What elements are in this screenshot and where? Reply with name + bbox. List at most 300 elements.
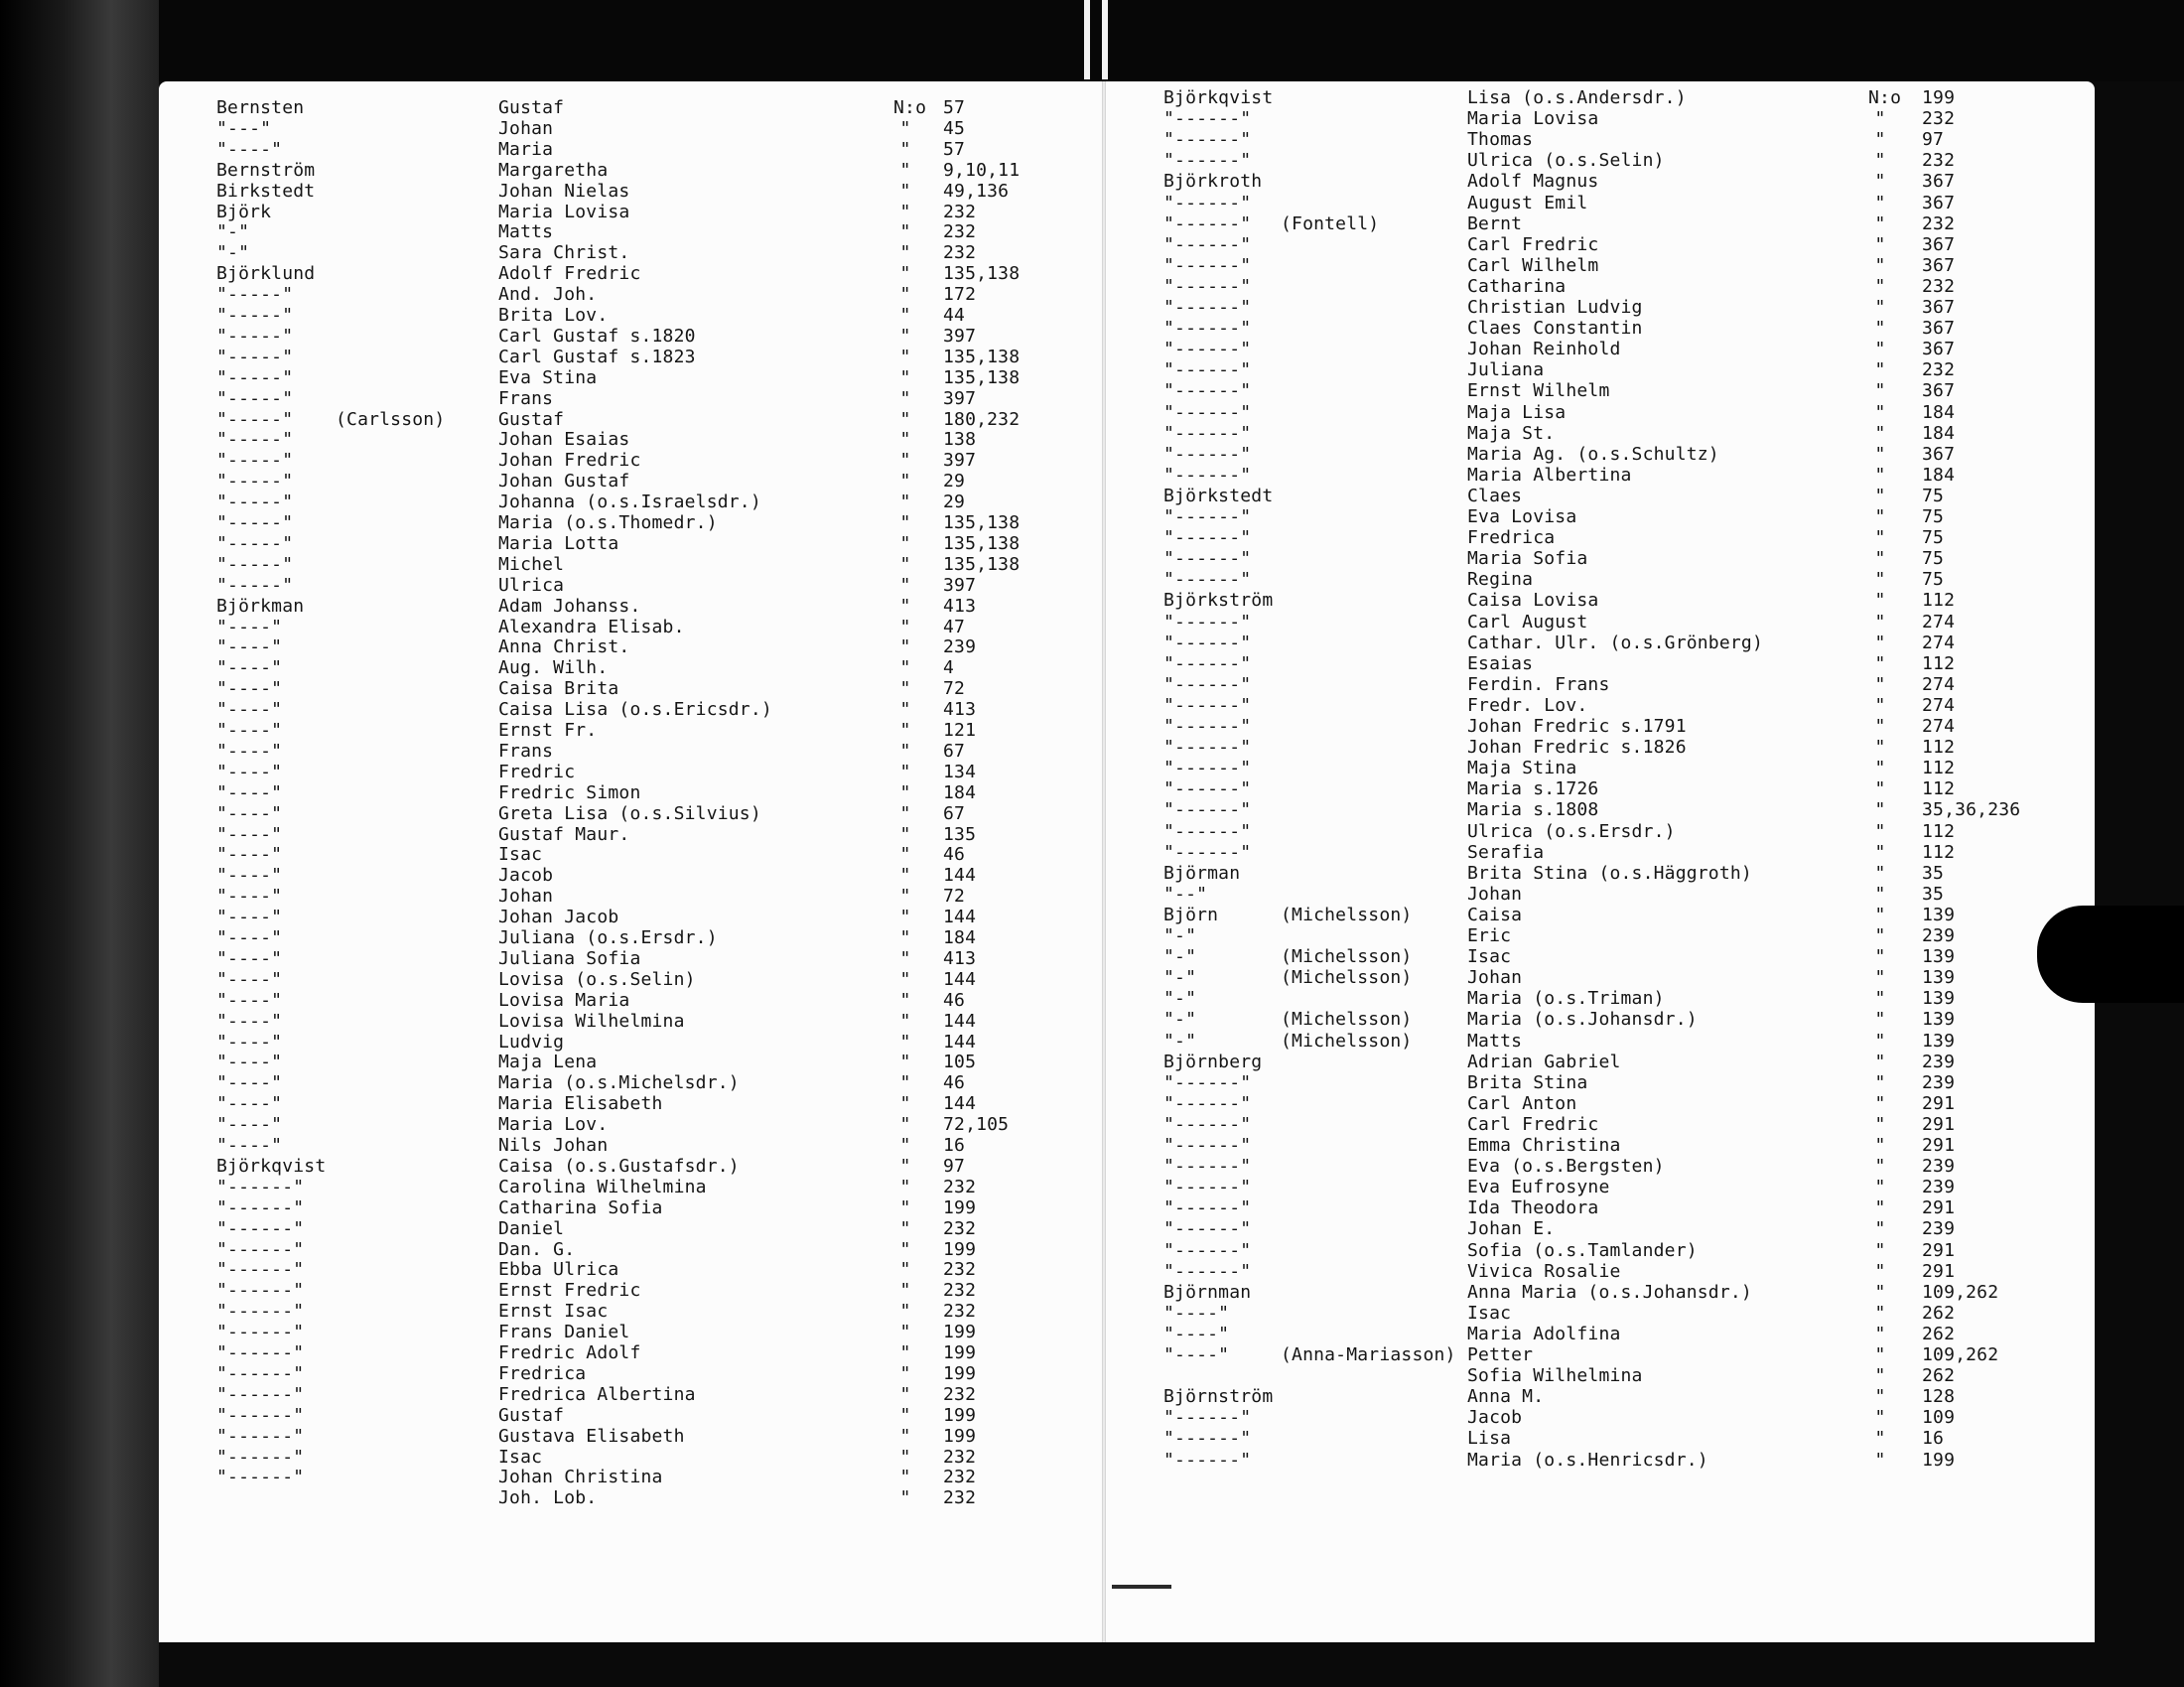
entry-ditto-mark: " bbox=[1874, 380, 1886, 402]
entry-ditto-mark: " bbox=[1874, 464, 1886, 486]
entry-given-name: Vivica Rosalie bbox=[1467, 1260, 1621, 1282]
entry-surname: "------" bbox=[1163, 778, 1252, 800]
entry-surname: "------" bbox=[1163, 422, 1252, 444]
entry-surname: "------" bbox=[216, 1196, 305, 1218]
entry-ditto-mark: " bbox=[899, 284, 911, 306]
index-entry bbox=[1104, 1031, 2095, 1052]
entry-given-name: Fredrica bbox=[498, 1362, 587, 1384]
index-entry bbox=[159, 886, 1104, 907]
index-entry bbox=[159, 367, 1104, 388]
entry-ditto-mark: " bbox=[899, 1404, 911, 1426]
entry-given-name: Brita Stina (o.s.Häggroth) bbox=[1467, 862, 1752, 884]
entry-surname: "----" bbox=[216, 616, 283, 637]
entry-page-numbers: 135,138 bbox=[943, 346, 1021, 367]
entry-page-numbers: 139 bbox=[1922, 904, 1956, 925]
entry-ditto-mark: " bbox=[899, 346, 911, 367]
right-page-index bbox=[1104, 81, 2095, 1642]
entry-given-name: Petter bbox=[1467, 1344, 1534, 1365]
entry-ditto-mark: " bbox=[1874, 401, 1886, 423]
entry-surname: "----" bbox=[216, 740, 283, 762]
entry-surname: "------" bbox=[216, 1404, 305, 1426]
entry-ditto-mark: " bbox=[899, 201, 911, 222]
entry-ditto-mark: " bbox=[1874, 212, 1886, 234]
entry-given-name: Serafia bbox=[1467, 841, 1545, 863]
entry-surname: "------" bbox=[1163, 1407, 1252, 1429]
entry-surname: "------" bbox=[1163, 841, 1252, 863]
entry-surname: "----" bbox=[216, 1093, 283, 1115]
entry-page-numbers: 232 bbox=[943, 1487, 977, 1509]
index-entry bbox=[159, 948, 1104, 969]
entry-ditto-mark: " bbox=[1874, 254, 1886, 276]
entry-patronymic-note: (Michelsson) bbox=[1281, 904, 1413, 925]
entry-surname: Björkstedt bbox=[1163, 485, 1274, 506]
index-entry bbox=[159, 657, 1104, 678]
entry-ditto-mark: " bbox=[899, 1342, 911, 1363]
entry-given-name: Jacob bbox=[498, 865, 554, 887]
entry-page-numbers: 135,138 bbox=[943, 263, 1021, 285]
index-entry bbox=[159, 1197, 1104, 1218]
entry-given-name: Johan Nielas bbox=[498, 180, 630, 202]
entry-surname: "------" bbox=[1163, 716, 1252, 737]
index-entry bbox=[159, 969, 1104, 990]
entry-surname: "--" bbox=[1163, 883, 1208, 905]
entry-ditto-mark: " bbox=[899, 305, 911, 326]
entry-ditto-mark: " bbox=[1874, 527, 1886, 549]
entry-page-numbers: 44 bbox=[943, 305, 966, 326]
entry-given-name: Matts bbox=[1467, 1030, 1523, 1052]
entry-page-numbers: 397 bbox=[943, 325, 977, 347]
index-entry bbox=[1104, 737, 2095, 758]
entry-surname: "------" bbox=[1163, 527, 1252, 549]
entry-given-name: Adrian Gabriel bbox=[1467, 1051, 1621, 1072]
entry-given-name: Maja Lisa bbox=[1467, 401, 1567, 423]
index-entry bbox=[1104, 778, 2095, 799]
entry-ditto-mark: " bbox=[899, 1196, 911, 1218]
entry-surname: "----" bbox=[216, 989, 283, 1011]
entry-ditto-mark: " bbox=[899, 844, 911, 866]
index-entry bbox=[159, 990, 1104, 1011]
entry-ditto-mark: " bbox=[1874, 652, 1886, 674]
entry-page-numbers: 199 bbox=[943, 1322, 977, 1343]
entry-ditto-mark: " bbox=[899, 1259, 911, 1281]
entry-surname: "------" bbox=[216, 1342, 305, 1363]
entry-given-name: Johan bbox=[1467, 883, 1523, 905]
entry-surname: "-----" bbox=[216, 325, 294, 347]
entry-ditto-mark: " bbox=[1874, 318, 1886, 340]
entry-given-name: Gustaf Maur. bbox=[498, 823, 630, 845]
entry-ditto-mark: " bbox=[1874, 1449, 1886, 1471]
entry-given-name: Ferdin. Frans bbox=[1467, 673, 1610, 695]
entry-given-name: Fredric Adolf bbox=[498, 1342, 641, 1363]
entry-given-name: Claes bbox=[1467, 485, 1523, 506]
entry-given-name: Caisa (o.s.Gustafsdr.) bbox=[498, 1155, 740, 1177]
entry-given-name: Anna Christ. bbox=[498, 636, 630, 658]
entry-given-name: Maria Lovisa bbox=[498, 201, 630, 222]
index-entry bbox=[1104, 863, 2095, 884]
entry-surname: "------" bbox=[216, 1322, 305, 1343]
entry-given-name: Carl Gustaf s.1823 bbox=[498, 346, 696, 367]
index-entry bbox=[159, 202, 1104, 222]
entry-given-name: Christian Ludvig bbox=[1467, 297, 1643, 318]
entry-ditto-mark: " bbox=[899, 781, 911, 803]
entry-page-numbers: 135 bbox=[943, 823, 977, 845]
entry-ditto-mark: " bbox=[899, 947, 911, 969]
entry-surname: "----" bbox=[216, 844, 283, 866]
index-entry bbox=[159, 221, 1104, 242]
entry-ditto-mark: " bbox=[899, 657, 911, 679]
entry-given-name: Matts bbox=[498, 221, 554, 243]
index-entry bbox=[1104, 1303, 2095, 1324]
scan-border-top bbox=[0, 0, 2184, 81]
entry-given-name: Maria Adolfina bbox=[1467, 1323, 1621, 1344]
entry-ditto-mark: " bbox=[899, 823, 911, 845]
entry-page-numbers: 45 bbox=[943, 117, 966, 139]
entry-ditto-mark: " bbox=[899, 678, 911, 700]
entry-page-numbers: 367 bbox=[1922, 297, 1956, 318]
entry-surname: "------" bbox=[1163, 611, 1252, 633]
left-page bbox=[159, 81, 1104, 1642]
entry-given-name: Fredrica bbox=[1467, 527, 1556, 549]
index-entry bbox=[1104, 1156, 2095, 1177]
entry-surname: Björklund bbox=[216, 263, 316, 285]
entry-given-name: Ebba Ulrica bbox=[498, 1259, 619, 1281]
entry-ditto-mark: " bbox=[1874, 422, 1886, 444]
entry-page-numbers: 199 bbox=[943, 1238, 977, 1260]
entry-page-numbers: 397 bbox=[943, 387, 977, 409]
entry-page-numbers: 121 bbox=[943, 720, 977, 741]
index-entry bbox=[159, 409, 1104, 430]
entry-ditto-mark: " bbox=[899, 720, 911, 741]
entry-surname: Björk bbox=[216, 201, 272, 222]
entry-ditto-mark: " bbox=[899, 886, 911, 908]
entry-surname: Björkqvist bbox=[1163, 87, 1274, 108]
index-entry bbox=[159, 263, 1104, 284]
entry-ditto-mark: " bbox=[899, 1467, 911, 1488]
index-entry bbox=[159, 429, 1104, 450]
index-entry bbox=[1104, 1407, 2095, 1428]
index-entry bbox=[1104, 569, 2095, 590]
entry-surname: "-----" bbox=[216, 408, 294, 430]
entry-given-name: Maria (o.s.Henricsdr.) bbox=[1467, 1449, 1708, 1471]
index-entry bbox=[159, 554, 1104, 575]
entry-given-name: Catharina Sofia bbox=[498, 1196, 663, 1218]
entry-patronymic-note: (Michelsson) bbox=[1281, 1009, 1413, 1031]
entry-page-numbers: 29 bbox=[943, 471, 966, 492]
entry-surname: "----" bbox=[216, 678, 283, 700]
entry-surname: "------" bbox=[1163, 401, 1252, 423]
spine-line-right bbox=[1102, 0, 1108, 79]
index-entry bbox=[1104, 359, 2095, 380]
entry-ditto-mark: " bbox=[899, 1280, 911, 1302]
entry-surname: Björnman bbox=[1163, 1281, 1252, 1303]
index-entry bbox=[1104, 653, 2095, 674]
index-entry bbox=[1104, 1386, 2095, 1407]
entry-surname: "----" bbox=[216, 138, 283, 160]
entry-surname: "----" bbox=[216, 636, 283, 658]
entry-patronymic-note: (Michelsson) bbox=[1281, 967, 1413, 989]
entry-surname: "------" bbox=[216, 1217, 305, 1239]
entry-given-name: Maria Ag. (o.s.Schultz) bbox=[1467, 443, 1719, 465]
index-entry bbox=[1104, 297, 2095, 318]
index-entry bbox=[1104, 129, 2095, 150]
entry-given-name: Isac bbox=[1467, 1302, 1512, 1324]
entry-ditto-mark: " bbox=[899, 616, 911, 637]
entry-ditto-mark: " bbox=[899, 1052, 911, 1073]
entry-page-numbers: 144 bbox=[943, 968, 977, 990]
entry-ditto-mark: " bbox=[899, 1135, 911, 1156]
entry-given-name: Anna M. bbox=[1467, 1386, 1545, 1408]
entry-ditto-mark: " bbox=[1874, 862, 1886, 884]
index-entry bbox=[159, 388, 1104, 409]
entry-page-numbers: 199 bbox=[1922, 1449, 1956, 1471]
index-entry bbox=[159, 927, 1104, 948]
entry-surname: Bernsten bbox=[216, 97, 305, 118]
entry-given-name: Frans bbox=[498, 387, 554, 409]
entry-surname: "----" bbox=[216, 1031, 283, 1053]
entry-surname: "-----" bbox=[216, 429, 294, 451]
binder-clip bbox=[2037, 906, 2184, 1003]
entry-page-numbers: 232 bbox=[943, 1176, 977, 1197]
entry-page-numbers: 97 bbox=[943, 1155, 966, 1177]
index-entry bbox=[159, 762, 1104, 782]
entry-surname: "------" bbox=[1163, 359, 1252, 381]
index-entry bbox=[159, 284, 1104, 305]
index-entry bbox=[1104, 1052, 2095, 1072]
entry-surname: "----" bbox=[216, 1114, 283, 1136]
entry-ditto-mark: " bbox=[1874, 150, 1886, 172]
spine-line-left bbox=[1084, 0, 1090, 79]
entry-page-numbers: 239 bbox=[1922, 1156, 1956, 1178]
index-entry bbox=[159, 699, 1104, 720]
entry-ditto-mark: " bbox=[1874, 1323, 1886, 1344]
entry-surname: "------" bbox=[1163, 569, 1252, 591]
entry-given-name: Johan Gustaf bbox=[498, 471, 630, 492]
entry-page-numbers: 139 bbox=[1922, 946, 1956, 968]
index-entry bbox=[1104, 925, 2095, 946]
entry-surname: "----" bbox=[1163, 1302, 1230, 1324]
entry-surname: "-----" bbox=[216, 471, 294, 492]
entry-given-name: Ernst Isac bbox=[498, 1301, 609, 1323]
entry-page-numbers: 232 bbox=[943, 1301, 977, 1323]
entry-given-name: Maja St. bbox=[1467, 422, 1556, 444]
entry-given-name: Eric bbox=[1467, 925, 1512, 946]
entry-ditto-mark: " bbox=[899, 865, 911, 887]
entry-surname: "----" bbox=[216, 927, 283, 948]
right-page bbox=[1104, 81, 2095, 1642]
entry-page-numbers: 16 bbox=[1922, 1428, 1945, 1450]
entry-surname: "------" bbox=[1163, 339, 1252, 360]
entry-surname: "------" bbox=[216, 1176, 305, 1197]
entry-given-name: Adolf Fredric bbox=[498, 263, 641, 285]
index-entry bbox=[1104, 905, 2095, 925]
index-entry bbox=[1104, 402, 2095, 423]
entry-page-numbers: 397 bbox=[943, 450, 977, 472]
entry-surname: "----" bbox=[216, 968, 283, 990]
entry-surname: "----" bbox=[216, 907, 283, 928]
entry-surname: "------" bbox=[1163, 694, 1252, 716]
entry-given-name: Lovisa Maria bbox=[498, 989, 630, 1011]
entry-given-name: Johan bbox=[1467, 967, 1523, 989]
entry-page-numbers: 72 bbox=[943, 678, 966, 700]
entry-given-name: Brita Stina bbox=[1467, 1071, 1588, 1093]
entry-page-numbers: 262 bbox=[1922, 1323, 1956, 1344]
entry-surname: "------" bbox=[1163, 820, 1252, 842]
entry-ditto-mark: " bbox=[1874, 799, 1886, 821]
entry-ditto-mark: " bbox=[899, 907, 911, 928]
index-entry bbox=[1104, 842, 2095, 863]
index-entry bbox=[159, 1156, 1104, 1177]
entry-given-name: Maria Albertina bbox=[1467, 464, 1632, 486]
entry-surname: "------" bbox=[1163, 108, 1252, 130]
entry-given-name: Carl Anton bbox=[1467, 1092, 1577, 1114]
entry-page-numbers: 262 bbox=[1922, 1302, 1956, 1324]
entry-surname: "------" bbox=[1163, 443, 1252, 465]
entry-surname: Björnberg bbox=[1163, 1051, 1263, 1072]
entry-page-numbers: 232 bbox=[943, 1467, 977, 1488]
entry-given-name: Catharina bbox=[1467, 275, 1567, 297]
entry-page-numbers: 112 bbox=[1922, 820, 1956, 842]
index-entry bbox=[1104, 1365, 2095, 1386]
entry-given-name: Maria Sofia bbox=[1467, 548, 1588, 570]
entry-ditto-mark: " bbox=[1874, 611, 1886, 633]
entry-surname: "------" bbox=[1163, 1113, 1252, 1135]
entry-surname: "----" bbox=[216, 781, 283, 803]
entry-given-name: Joh. Lob. bbox=[498, 1487, 598, 1509]
entry-ditto-mark: " bbox=[899, 1176, 911, 1197]
index-entry bbox=[1104, 1072, 2095, 1093]
entry-given-name: Bernt bbox=[1467, 212, 1523, 234]
entry-surname: "------" bbox=[216, 1280, 305, 1302]
entry-page-numbers: 112 bbox=[1922, 737, 1956, 759]
entry-ditto-mark: " bbox=[899, 595, 911, 617]
index-entry bbox=[1104, 150, 2095, 171]
index-entry bbox=[159, 865, 1104, 886]
entry-surname: "------" bbox=[1163, 632, 1252, 653]
entry-page-numbers: 139 bbox=[1922, 1030, 1956, 1052]
entry-ditto-mark: " bbox=[899, 1446, 911, 1468]
index-entry bbox=[159, 347, 1104, 367]
entry-page-numbers: 232 bbox=[943, 1280, 977, 1302]
entry-ditto-mark: " bbox=[1874, 988, 1886, 1010]
entry-given-name: Jacob bbox=[1467, 1407, 1523, 1429]
entry-given-name: Johan Esaias bbox=[498, 429, 630, 451]
entry-surname: "-" bbox=[1163, 1009, 1197, 1031]
entry-given-name: Gustaf bbox=[498, 408, 565, 430]
entry-ditto-mark: " bbox=[1874, 1071, 1886, 1093]
index-entry bbox=[159, 1342, 1104, 1363]
entry-given-name: Sara Christ. bbox=[498, 242, 630, 264]
entry-ditto-mark: " bbox=[1874, 548, 1886, 570]
entry-given-name: Lovisa Wilhelmina bbox=[498, 1010, 685, 1032]
entry-surname: "-----" bbox=[216, 574, 294, 596]
entry-ditto-mark: " bbox=[899, 1155, 911, 1177]
entry-ditto-mark: " bbox=[1874, 1281, 1886, 1303]
entry-page-numbers: 46 bbox=[943, 1072, 966, 1094]
entry-page-numbers: 239 bbox=[943, 636, 977, 658]
entry-ditto-mark: " bbox=[899, 180, 911, 202]
entry-page-numbers: 232 bbox=[1922, 275, 1956, 297]
entry-ditto-mark: " bbox=[1874, 1407, 1886, 1429]
entry-given-name: Eva Eufrosyne bbox=[1467, 1177, 1610, 1198]
page-mark bbox=[1112, 1585, 1171, 1589]
entry-surname: "----" bbox=[216, 761, 283, 782]
entry-given-name: Isac bbox=[498, 844, 543, 866]
entry-ditto-mark: " bbox=[1874, 1197, 1886, 1219]
index-entry bbox=[159, 1405, 1104, 1426]
entry-given-name: Johan Fredric s.1791 bbox=[1467, 716, 1687, 737]
index-entry bbox=[1104, 590, 2095, 611]
entry-page-numbers: 35,36,236 bbox=[1922, 799, 2021, 821]
index-entry bbox=[159, 1239, 1104, 1260]
index-entry bbox=[1104, 87, 2095, 108]
entry-surname: "----" bbox=[1163, 1344, 1230, 1365]
entry-surname: "------" bbox=[1163, 1449, 1252, 1471]
entry-surname: "-" bbox=[216, 242, 250, 264]
entry-surname: "-" bbox=[216, 221, 250, 243]
entry-surname: "-----" bbox=[216, 450, 294, 472]
entry-patronymic-note: (Michelsson) bbox=[1281, 1030, 1413, 1052]
entry-given-name: Gustava Elisabeth bbox=[498, 1425, 685, 1447]
index-entry bbox=[159, 1093, 1104, 1114]
index-entry bbox=[159, 471, 1104, 492]
entry-surname: "------" bbox=[216, 1362, 305, 1384]
entry-surname: "------" bbox=[1163, 799, 1252, 821]
entry-ditto-mark: " bbox=[1874, 275, 1886, 297]
index-entry bbox=[1104, 1240, 2095, 1261]
entry-given-name: Maja Stina bbox=[1467, 758, 1577, 779]
entry-ditto-mark: " bbox=[899, 471, 911, 492]
entry-surname: "-" bbox=[1163, 967, 1197, 989]
entry-page-numbers: 232 bbox=[943, 221, 977, 243]
book-gutter bbox=[1102, 81, 1106, 1642]
entry-ditto-mark: " bbox=[1874, 1260, 1886, 1282]
index-entry bbox=[159, 1032, 1104, 1053]
index-entry bbox=[1104, 716, 2095, 737]
entry-ditto-mark: " bbox=[1874, 1428, 1886, 1450]
entry-given-name: Lisa bbox=[1467, 1428, 1512, 1450]
entry-given-name: Ernst Fr. bbox=[498, 720, 598, 741]
entry-patronymic-note: (Michelsson) bbox=[1281, 946, 1413, 968]
entry-ditto-mark: " bbox=[899, 138, 911, 160]
index-entry bbox=[159, 533, 1104, 554]
index-entry bbox=[1104, 1177, 2095, 1197]
index-entry bbox=[1104, 486, 2095, 506]
entry-surname: "------" bbox=[216, 1446, 305, 1468]
entry-surname: "------" bbox=[1163, 1428, 1252, 1450]
entry-page-numbers: 367 bbox=[1922, 380, 1956, 402]
entry-page-numbers: 413 bbox=[943, 699, 977, 721]
entry-ditto-mark: " bbox=[899, 408, 911, 430]
entry-surname: "-----" bbox=[216, 366, 294, 388]
entry-ditto-mark: " bbox=[899, 699, 911, 721]
entry-surname: "------" bbox=[1163, 1092, 1252, 1114]
entry-given-name: Carl Fredric bbox=[1467, 233, 1599, 255]
index-entry bbox=[159, 1177, 1104, 1197]
entry-page-numbers: 232 bbox=[1922, 212, 1956, 234]
entry-given-name: Lisa (o.s.Andersdr.) bbox=[1467, 87, 1687, 108]
entry-given-name: Alexandra Elisab. bbox=[498, 616, 685, 637]
entry-surname: "------" bbox=[1163, 254, 1252, 276]
entry-given-name: Eva (o.s.Bergsten) bbox=[1467, 1156, 1665, 1178]
entry-page-numbers: 184 bbox=[1922, 464, 1956, 486]
entry-given-name: Claes Constantin bbox=[1467, 318, 1643, 340]
entry-given-name: Maria (o.s.Thomedr.) bbox=[498, 512, 718, 533]
entry-given-name: Maria s.1808 bbox=[1467, 799, 1599, 821]
entry-given-name: Ulrica (o.s.Selin) bbox=[1467, 150, 1665, 172]
entry-given-name: Johan bbox=[498, 117, 554, 139]
entry-surname: "-----" bbox=[216, 553, 294, 575]
entry-ditto-mark: N:o bbox=[893, 97, 927, 118]
